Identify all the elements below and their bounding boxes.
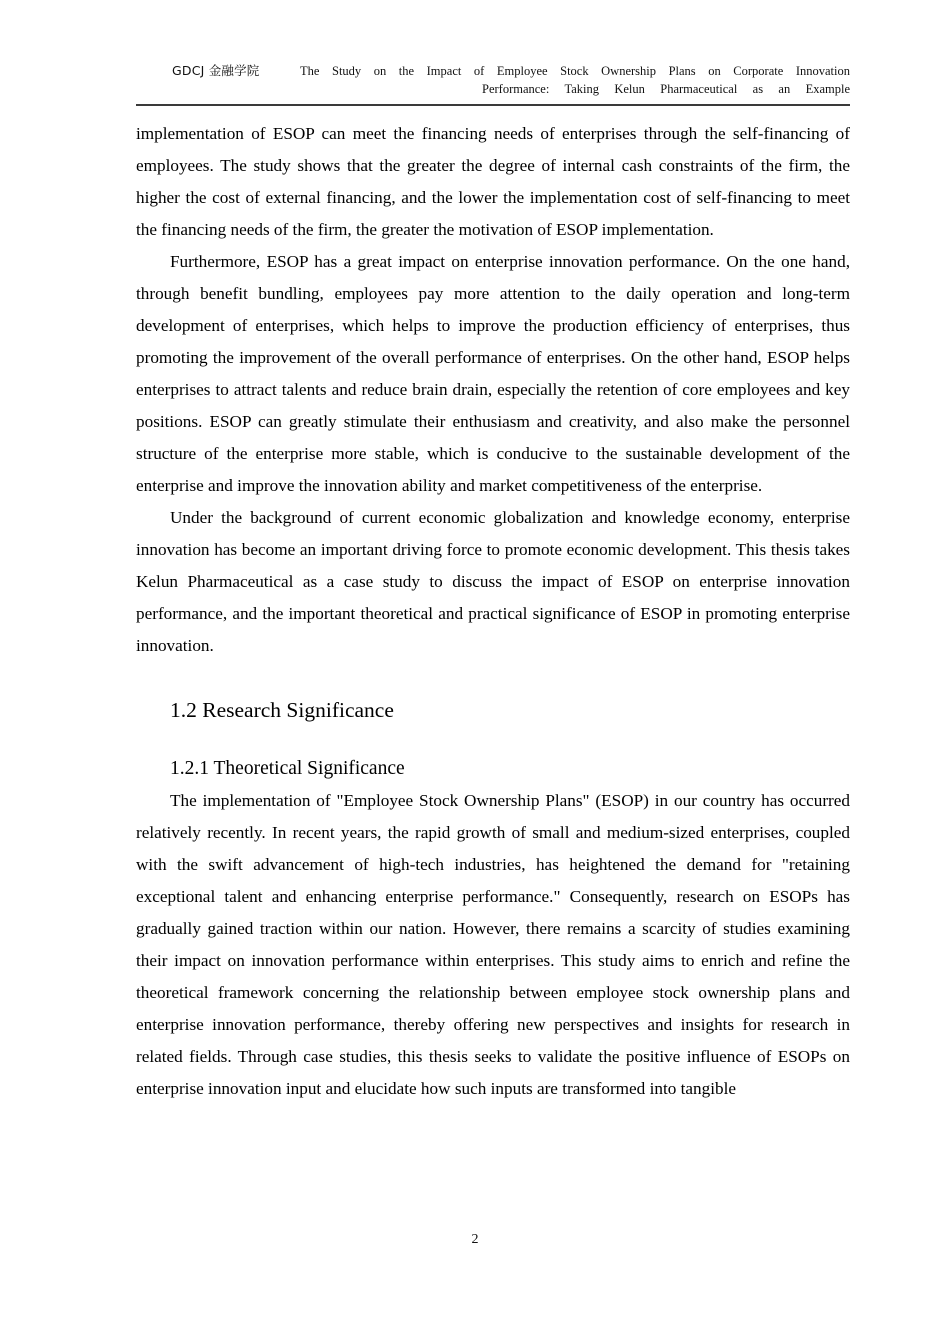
page-header bbox=[136, 62, 850, 98]
section-heading-1-2: 1.2 Research Significance bbox=[170, 698, 394, 722]
section-spacer-after-heading bbox=[136, 726, 850, 753]
section-heading-1-2-1: 1.2.1 Theoretical Significance bbox=[170, 758, 405, 779]
body-paragraph-3: Under the background of current economic globalization and knowledge economy, enterprise innovation has become an important driving force to promote economic development. This thesis takes Kelun Pharmaceutical as a case study to discuss the impact of ESOP on enterprise innovation performance, and the important theoretical and practical significance of ESOP in promoting enterprise innovation. bbox=[136, 508, 850, 655]
body-paragraph-2: Furthermore, ESOP has a great impact on enterprise innovation performance. On the one hand, through benefit bundling, employees pay more attention to the daily operation and long-term development of enterprises, which helps to improve the production efficiency of enterprises, thus promoting the improvement of the overall performance of enterprises. On the other hand, ESOP helps enterprises to attract talents and reduce brain drain, especially the retention of core employees and key positions. ESOP can greatly stimulate their enthusiasm and creativity, and also make the personnel structure of the enterprise more stable, which is conducive to the sustainable development of the enterprise and improve the innovation ability and market competitiveness of the enterprise. bbox=[136, 252, 850, 495]
header-divider-rule bbox=[136, 104, 850, 106]
document-body bbox=[136, 118, 850, 1105]
institution-logo-text: GDCJ 金融学院 bbox=[172, 63, 260, 78]
section-spacer-before-heading bbox=[136, 662, 850, 694]
running-title bbox=[286, 62, 850, 98]
body-paragraph-4: The implementation of "Employee Stock Ownership Plans" (ESOP) in our country has occurred relatively recently. In recent years, the rapid growth of small and medium-sized enterprises, coupled with the swift advancement of high-tech industries, has heightened the demand for "retaining exceptional talent and enhancing enterprise performance." Consequently, research on ESOPs has gradually gained traction within our nation. However, there remains a scarcity of studies examining their impact on innovation performance within enterprises. This study aims to enrich and refine the theoretical framework concerning the relationship between employee stock ownership plans and enterprise innovation performance, thereby offering new perspectives and insights for research in related fields. Through case studies, this thesis seeks to validate the positive influence of ESOPs on enterprise innovation input and elucidate how such inputs are transformed into tangible bbox=[136, 791, 850, 1098]
running-title-line-2: Performance: Taking Kelun Pharmaceutical as an Example bbox=[482, 82, 850, 96]
running-title-line-1: The Study on the Impact of Employee Stock Ownership Plans on Corporate Innovation bbox=[300, 64, 850, 78]
page-number: 2 bbox=[471, 1232, 479, 1247]
body-paragraph-1: implementation of ESOP can meet the financing needs of enterprises through the self-financing of employees. The study shows that the greater the degree of internal cash constraints of the firm, the higher the cost of external financing, and the lower the implementation cost of self-financing to meet the financing needs of the firm, the greater the motivation of ESOP implementation. bbox=[136, 124, 850, 239]
